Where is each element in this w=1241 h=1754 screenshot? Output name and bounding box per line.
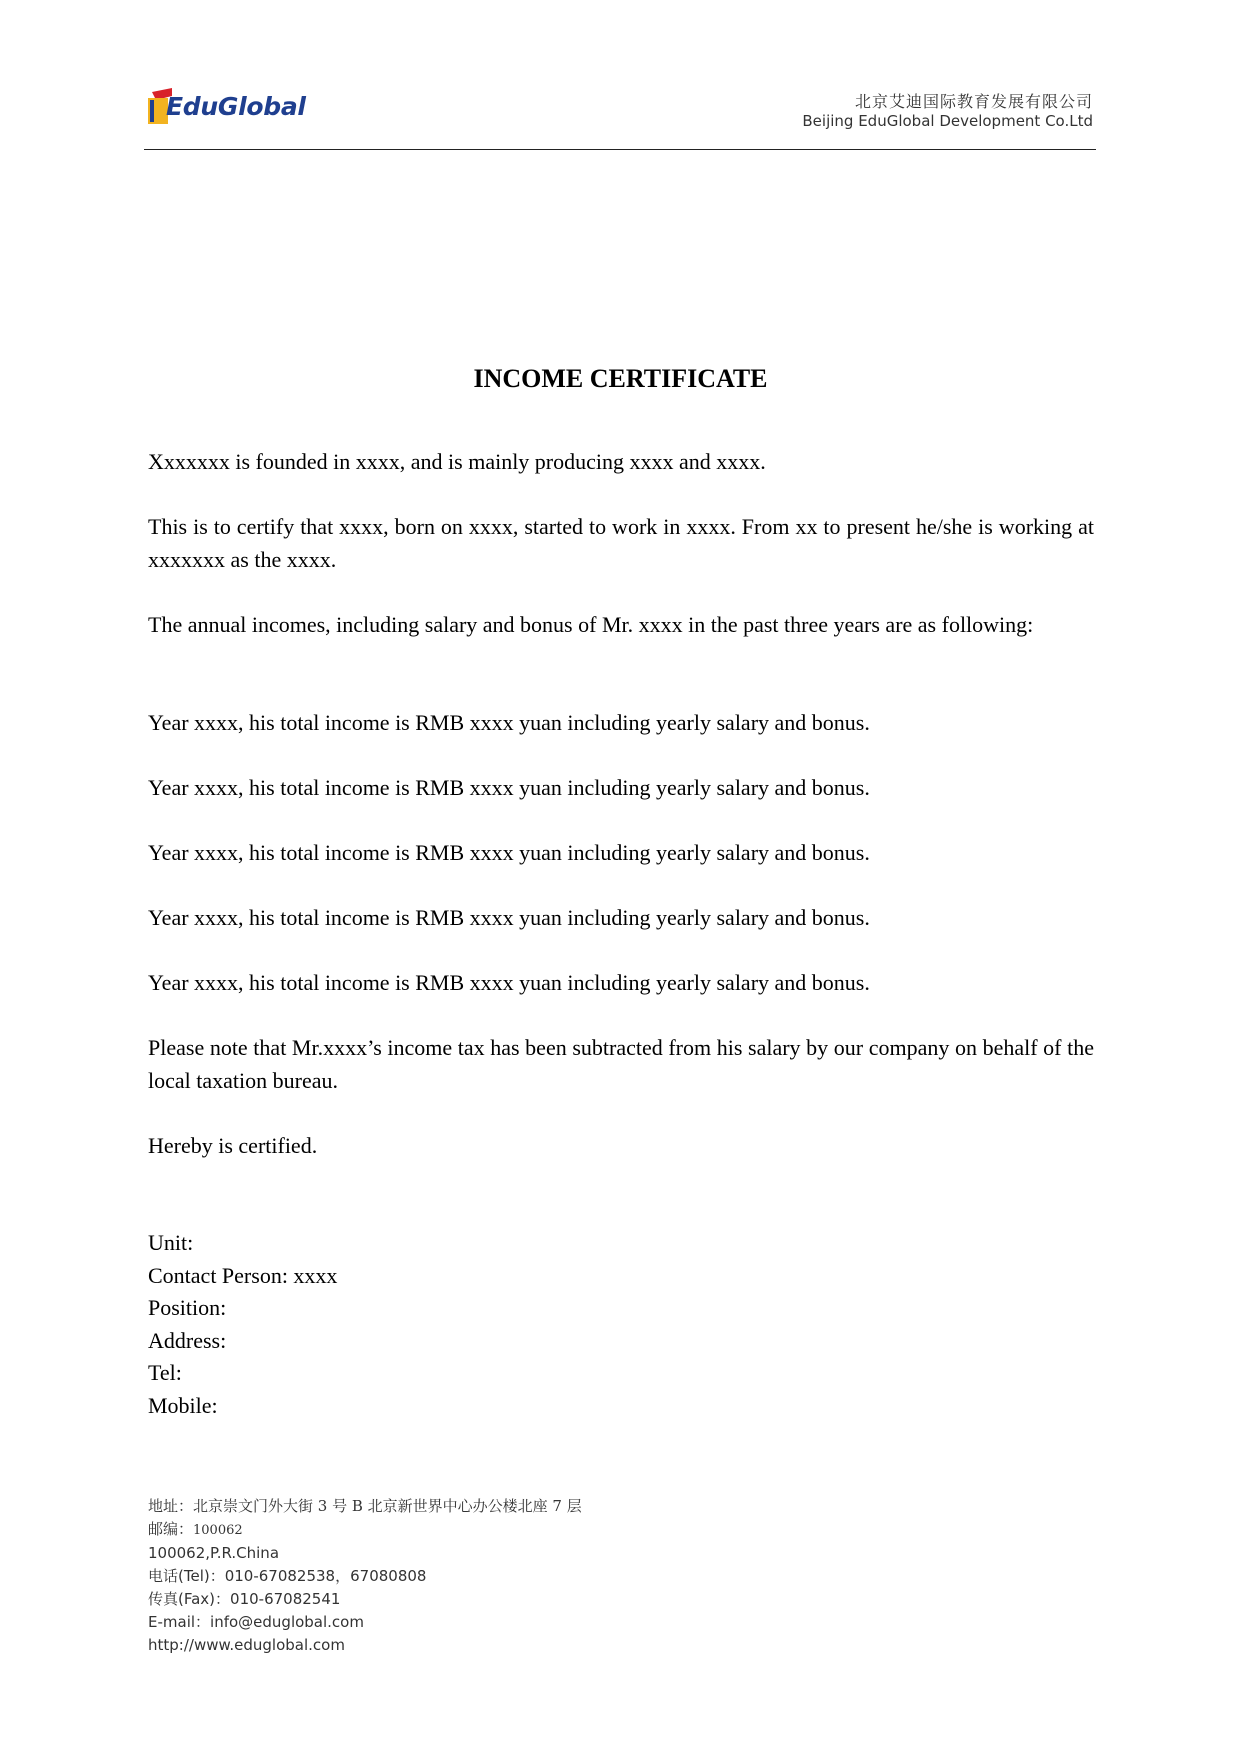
footer-contact	[148, 1495, 582, 1657]
contact-person-line: Contact Person: xxxx	[148, 1262, 338, 1288]
footer-postcode-en: 100062,P.R.China	[148, 1544, 280, 1562]
annual-paragraph	[148, 609, 1094, 642]
logo-wordmark: EduGlobal	[166, 92, 306, 121]
year-income-line	[148, 837, 1094, 870]
header-divider	[144, 149, 1096, 150]
tel-line: Tel:	[148, 1360, 182, 1385]
tax-note-paragraph	[148, 1032, 1094, 1097]
footer-address: 地址：北京崇文门外大街 3 号 B 北京新世界中心办公楼北座 7 层	[148, 1497, 582, 1515]
tax-note-text: Please note that Mr.xxxx’s income tax has been subtracted from his salary by our company on behalf of the local taxation bureau.	[148, 1035, 1094, 1093]
closing-paragraph	[148, 1130, 1094, 1163]
year-income-text: Year xxxx, his total income is RMB xxxx yuan including yearly salary and bonus.	[148, 840, 870, 865]
document-title: INCOME CERTIFICATE	[473, 364, 768, 393]
footer-postcode	[148, 1518, 582, 1542]
year-income-text: Year xxxx, his total income is RMB xxxx yuan including yearly salary and bonus.	[148, 710, 870, 735]
mobile-line: Mobile:	[148, 1392, 218, 1418]
year-income-line	[148, 902, 1094, 935]
certify-paragraph	[148, 511, 1094, 576]
year-income-text: Year xxxx, his total income is RMB xxxx yuan including yearly salary and bonus.	[148, 905, 870, 930]
closing-text: Hereby is certified.	[148, 1133, 318, 1158]
eduglobal-logo	[146, 88, 306, 132]
footer-fax: 传真(Fax)：010-67082541	[148, 1590, 341, 1608]
certify-text: This is to certify that xxxx, born on xxxx, started to work in xxxx. From xx to present he/she is working at xxxxxxx as the xxxx.	[148, 514, 1094, 572]
company-name-cn: 北京艾迪国际教育发展有限公司	[854, 92, 1093, 111]
annual-text: The annual incomes, including salary and bonus of Mr. xxxx in the past three years are as following:	[148, 612, 1034, 637]
footer-postcode-value: 100062	[193, 1523, 243, 1538]
year-income-text: Year xxxx, his total income is RMB xxxx yuan including yearly salary and bonus.	[148, 775, 870, 800]
year-income-line	[148, 707, 1094, 740]
intro-text: Xxxxxxx is founded in xxxx, and is mainly producing xxxx and xxxx.	[148, 449, 766, 474]
unit-line: Unit:	[148, 1230, 194, 1255]
year-income-line	[148, 967, 1094, 1000]
intro-paragraph	[148, 446, 1094, 479]
position-line: Position:	[148, 1295, 227, 1320]
footer-tel: 电话(Tel)：010-67082538，67080808	[148, 1567, 427, 1585]
contact-block	[148, 1227, 1094, 1422]
footer-postcode-label: 邮编：	[148, 1520, 194, 1538]
company-name-en: Beijing EduGlobal Development Co.Ltd	[802, 112, 1093, 130]
footer-email: E-mail：info@eduglobal.com	[148, 1613, 364, 1631]
year-income-line	[148, 772, 1094, 805]
footer-website: http://www.eduglobal.com	[148, 1636, 345, 1654]
address-line: Address:	[148, 1327, 227, 1353]
year-income-text: Year xxxx, his total income is RMB xxxx yuan including yearly salary and bonus.	[148, 970, 870, 995]
